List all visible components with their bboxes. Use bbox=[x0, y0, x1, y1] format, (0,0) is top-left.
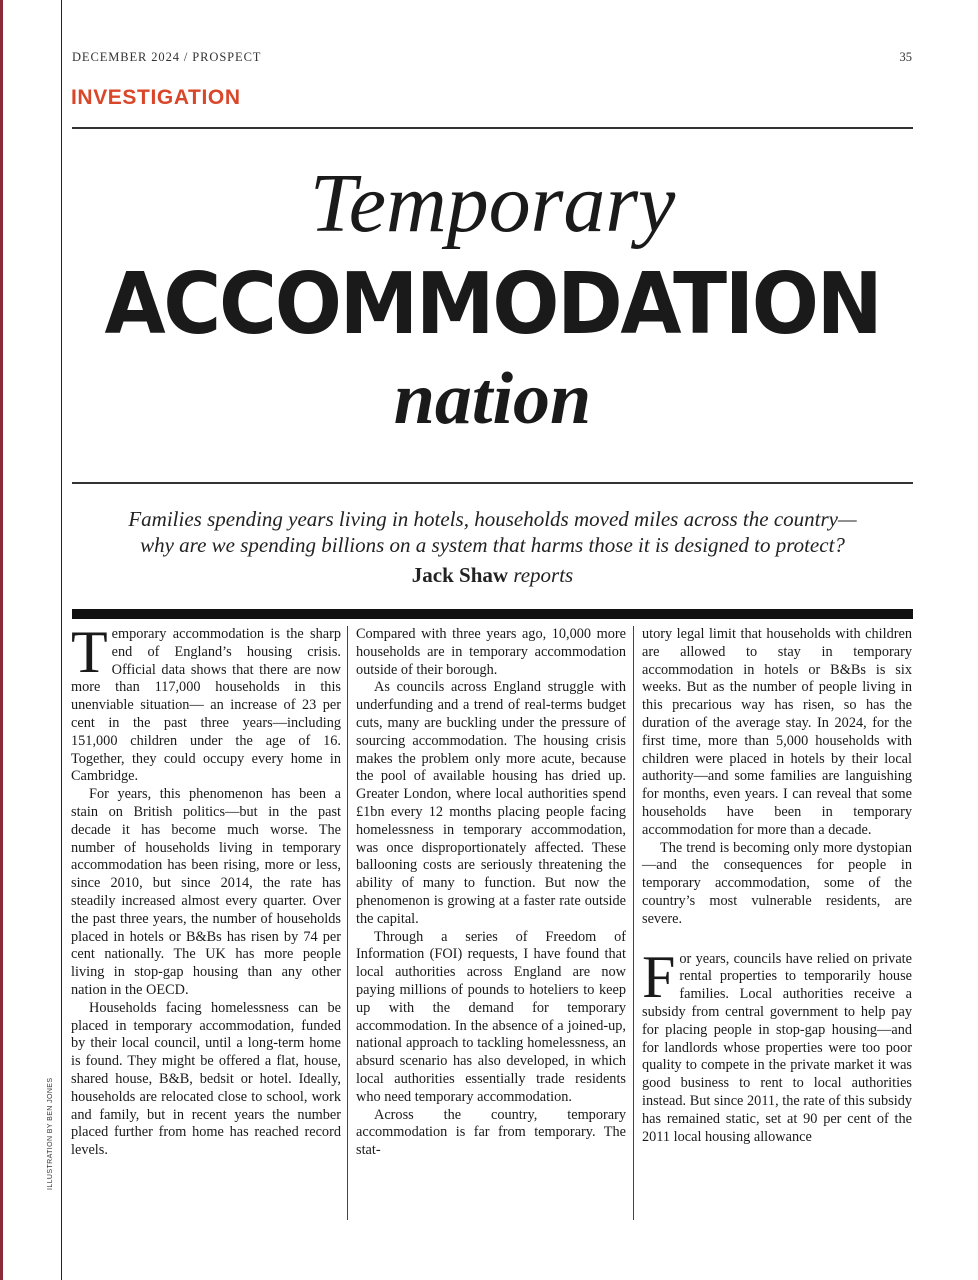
standfirst-line-1: Families spending years living in hotels, households moved miles across the country— bbox=[128, 507, 857, 531]
running-head: DECEMBER 2024 / PROSPECT bbox=[72, 50, 262, 64]
section-label: INVESTIGATION bbox=[71, 86, 241, 109]
column-divider bbox=[347, 626, 348, 1220]
standfirst-line-2: why are we spending billions on a system that harms those it is designed to protect? bbox=[140, 533, 845, 557]
paragraph: Through a series of Freedom of Information (FOI) requests, I have found that local authorities across England are now paying millions of pounds to hoteliers to keep up with the demand for temporary accommodation. In the absence of a joined-up, national approach to tackling homelessness, an absurd scenario has also developed, in which local authorities essentially trade residents who need temporary accommodation. bbox=[356, 928, 626, 1105]
paragraph: The trend is becoming only more dystopian—and the consequences for people in temporary accommodation, some of the country’s most vulnerable residents, are severe. bbox=[642, 839, 912, 927]
paragraph: Households facing homelessness can be placed in temporary accommodation, funded by their local council, until a long-term home is found. They might be offered a flat, house, shared house, B&B, bedsit or hotel. Ideally, households are relocated close to school, work and family, but in recent years the number placed further from home has reached record levels. bbox=[71, 999, 341, 1159]
paragraph: Compared with three years ago, 10,000 more households are in temporary accommodation outside of their borough. bbox=[356, 626, 626, 678]
body-column-1 bbox=[71, 619, 341, 1160]
page-number: 35 bbox=[899, 50, 912, 64]
body-top-rule bbox=[72, 609, 913, 619]
byline-reports: reports bbox=[513, 563, 574, 587]
dropcap: F bbox=[642, 943, 676, 1010]
headline-line-nation: nation bbox=[393, 358, 592, 440]
page-edge-strip bbox=[0, 0, 3, 1280]
dropcap: T bbox=[71, 619, 108, 685]
paragraph: As councils across England struggle with underfunding and a trend of real-terms budget cuts, many are buckling under the pressure of sourcing accommodation. The housing crisis makes the problem only more acute, because the pool of available housing has dried up. Greater London, where local authorities spend £1bn every 12 months placing people facing homelessness in temporary accommodation, was once disproportionately affected. These ballooning costs are seriously threatening the ability of many to function. But now the phenomenon is growing at a faster rate outside the capital. bbox=[356, 679, 626, 927]
paragraph: For years, this phenomenon has been a stain on British politics—but in the past decade it has become much worse. The number of households living in temporary accommodation has been rising, more or less, since 2010, but since 2014, the rate has steadily increased almost every quarter. Over the past three years, the number of households placed in hotels or B&Bs has risen by 74 per cent nationally. The UK has more people living in stop-gap housing than any other nation in the OECD. bbox=[71, 786, 341, 998]
byline-author: Jack Shaw bbox=[411, 563, 509, 587]
paragraph: Across the country, temporary accommodation is far from temporary. The stat- bbox=[356, 1106, 626, 1159]
column-divider bbox=[633, 626, 634, 1220]
headline-line-accommodation: ACCOMMODATION bbox=[104, 255, 881, 354]
paragraph: utory legal limit that households with children are allowed to stay in temporary accommodation in hotels or B&Bs is six weeks. But as the number of people living in this precarious way has risen, so has the duration of the average stay. In 2024, for the first time, more than 5,000 households with children were placed in hotels by their local authority—and some families are languishing for months, even years. I can reveal that some households have been in temporary accommodation for more than a decade. bbox=[642, 626, 912, 838]
section-break bbox=[642, 929, 912, 951]
paragraph: Temporary accommodation is the sharp end of England’s housing crisis. Official data shows that there are now more than 117,000 households in this unenviable situation— an increase of 23 per cent in the past three years—including 151,000 children under the age of 16. Together, they could occupy every home in Cambridge. bbox=[71, 619, 341, 785]
body-column-2 bbox=[356, 626, 626, 1160]
illustration-credit: ILLUSTRATION BY BEN JONES bbox=[47, 1077, 54, 1190]
headline-line-temporary: Temporary bbox=[309, 157, 676, 250]
top-rule bbox=[72, 127, 913, 129]
headline-divider bbox=[72, 482, 913, 484]
body-column-3 bbox=[642, 626, 912, 1146]
margin-rule bbox=[61, 0, 62, 1280]
paragraph: For years, councils have relied on private rental properties to temporarily house families. Local authorities receive a subsidy from central government to help pay for placing people in stop-gap housing—and for landlords whose properties were too poor quality to compete in the private market it was good business to rent to local authorities instead. But since 2011, the rate of this subsidy has remained static, set at 90 per cent of the 2011 local housing allowance bbox=[642, 943, 912, 1145]
byline bbox=[72, 562, 913, 588]
standfirst bbox=[72, 506, 913, 558]
